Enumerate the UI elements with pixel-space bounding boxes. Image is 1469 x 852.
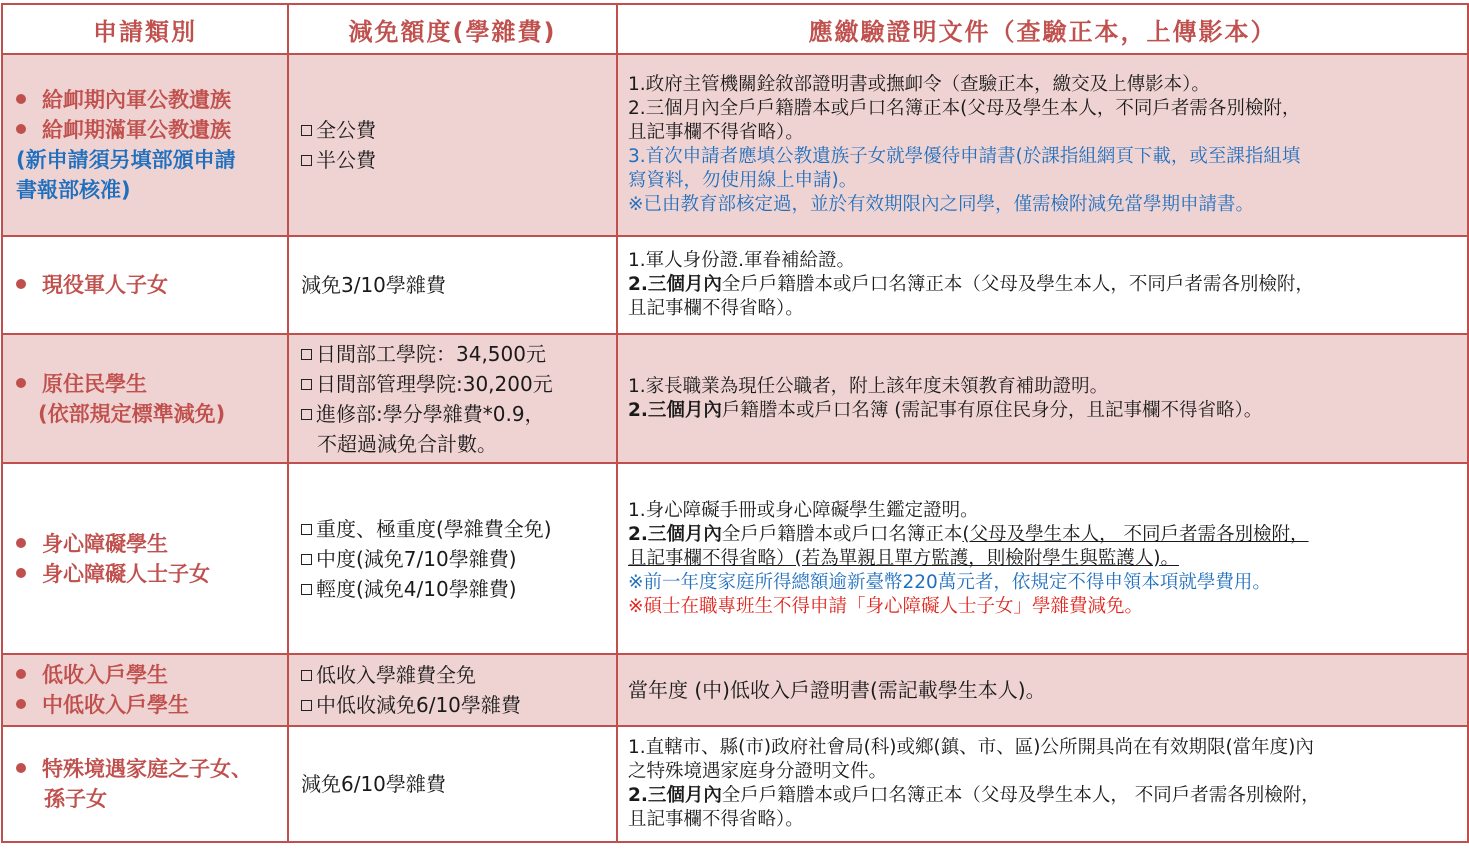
bullet-icon <box>16 699 26 709</box>
amount-cell <box>288 726 617 842</box>
category-item: 給卹期內軍公教遺族 <box>16 85 287 115</box>
header-category: 申請類別 <box>2 4 288 54</box>
category-cell <box>2 334 288 463</box>
header-documents: 應繳驗證明文件（查驗正本，上傳影本） <box>617 4 1468 54</box>
checkbox-icon <box>301 554 312 565</box>
documents-cell <box>617 654 1468 726</box>
category-item: 中低收入戶學生 <box>16 690 287 720</box>
category-note: (新申請須另填部頒申請 <box>16 148 236 172</box>
doc-line: 且記事欄不得省略）。 <box>628 122 804 143</box>
checkbox-icon <box>301 700 312 711</box>
category-item: 身心障礙人士子女 <box>16 559 287 589</box>
documents-cell <box>617 334 1468 463</box>
doc-note: ※碩士在職專班生不得申請「身心障礙人士子女」學雜費減免。 <box>628 595 1144 617</box>
amount-option: 日間部工學院：34,500元 <box>301 339 616 369</box>
doc-line: 當年度 (中)低收入戶證明書(需記載學生本人)。 <box>628 678 1046 702</box>
doc-line: 2.三個月內全戶戶籍謄本或戶口名簿正本(父母及學生本人， 不同戶者需各別檢附， <box>628 523 1309 545</box>
table-row <box>2 334 1468 463</box>
amount-value: 減免6/10學雜費 <box>301 772 446 796</box>
tuition-waiver-table <box>1 3 1469 843</box>
category-cell <box>2 726 288 842</box>
checkbox-icon <box>301 125 312 136</box>
amount-value: 減免3/10學雜費 <box>301 273 446 297</box>
amount-option: 中低收減免6/10學雜費 <box>301 690 616 720</box>
table-row <box>2 463 1468 654</box>
category-cell <box>2 654 288 726</box>
doc-line: 1.直轄市、縣(市)政府社會局(科)或鄉(鎮、市、區)公所開具尚在有效期限(當年度)內 <box>628 737 1314 758</box>
category-item: 給卹期滿軍公教遺族 <box>16 115 287 145</box>
category-item: 特殊境遇家庭之子女、 孫子女 <box>16 754 287 814</box>
doc-line: 1.家長職業為現任公職者，附上該年度未領教育補助證明。 <box>628 375 1109 397</box>
category-cell <box>2 54 288 236</box>
doc-line: 1.軍人身份證.軍眷補給證。 <box>628 250 856 271</box>
amount-option: 半公費 <box>301 145 616 175</box>
bullet-icon <box>16 669 26 679</box>
doc-line: 2.三個月內全戶戶籍謄本或戶口名簿正本（父母及學生本人，不同戶者需各別檢附， <box>628 274 1314 295</box>
category-item: 低收入戶學生 <box>16 660 287 690</box>
amount-cell <box>288 334 617 463</box>
doc-line: 1.政府主管機關銓敘部證明書或撫卹令（查驗正本，繳交及上傳影本）。 <box>628 74 1210 95</box>
bullet-icon <box>16 124 26 134</box>
category-subtitle: (依部規定標準減免) <box>38 401 226 426</box>
table-row <box>2 236 1468 334</box>
bullet-icon <box>16 763 26 773</box>
doc-line: 2.三個月內戶籍謄本或戶口名簿 (需記事有原住民身分，且記事欄不得省略）。 <box>628 399 1263 421</box>
amount-option: 中度(減免7/10學雜費) <box>301 544 616 574</box>
bullet-icon <box>16 568 26 578</box>
bullet-icon <box>16 279 26 289</box>
checkbox-icon <box>301 584 312 595</box>
table-row <box>2 654 1468 726</box>
doc-line: 1.身心障礙手冊或身心障礙學生鑑定證明。 <box>628 499 979 521</box>
doc-line: 3.首次申請者應填公教遺族子女就學優待申請書(於課指組網頁下載，或至課指組填 <box>628 146 1301 167</box>
doc-line: 且記事欄不得省略）。 <box>628 298 804 319</box>
checkbox-icon <box>301 379 312 390</box>
checkbox-icon <box>301 670 312 681</box>
doc-line: 且記事欄不得省略）。 <box>628 809 804 830</box>
category-item: 身心障礙學生 <box>16 529 287 559</box>
doc-line: 寫資料，勿使用線上申請)。 <box>628 170 858 191</box>
header-row <box>2 4 1468 54</box>
doc-line: 2.三個月內全戶戶籍謄本或戶口名簿正本(父母及學生本人，不同戶者需各別檢附， <box>628 98 1301 119</box>
table-row <box>2 54 1468 236</box>
amount-option: 日間部管理學院:30,200元 <box>301 369 616 399</box>
doc-line: 2.三個月內全戶戶籍謄本或戶口名簿正本（父母及學生本人， 不同戶者需各別檢附， <box>628 785 1320 806</box>
category-item: 原住民學生 <box>16 369 287 399</box>
table-row <box>2 726 1468 842</box>
header-amount: 減免額度(學雜費) <box>288 4 617 54</box>
category-cell <box>2 236 288 334</box>
amount-cell <box>288 236 617 334</box>
checkbox-icon <box>301 155 312 166</box>
amount-option: 低收入學雜費全免 <box>301 660 616 690</box>
amount-option: 重度、極重度(學雜費全免) <box>301 514 616 544</box>
bullet-icon <box>16 378 26 388</box>
amount-cell <box>288 54 617 236</box>
amount-cell <box>288 654 617 726</box>
amount-note: 不超過減免合計數。 <box>317 431 497 456</box>
amount-option: 輕度(減免4/10學雜費) <box>301 574 616 604</box>
doc-line: 之特殊境遇家庭身分證明文件。 <box>628 761 888 782</box>
amount-cell <box>288 463 617 654</box>
documents-cell <box>617 236 1468 334</box>
doc-note: ※已由教育部核定過，並於有效期限內之同學，僅需檢附減免當學期申請書。 <box>628 194 1255 215</box>
bullet-icon <box>16 94 26 104</box>
documents-cell <box>617 463 1468 654</box>
checkbox-icon <box>301 524 312 535</box>
documents-cell <box>617 54 1468 236</box>
amount-option: 全公費 <box>301 115 616 145</box>
checkbox-icon <box>301 349 312 360</box>
documents-cell <box>617 726 1468 842</box>
category-item-continued: 孫子女 <box>44 787 107 811</box>
doc-note: ※前一年度家庭所得總額逾新臺幣220萬元者，依規定不得申領本項就學費用。 <box>628 571 1271 593</box>
category-cell <box>2 463 288 654</box>
amount-option: 進修部:學分學雜費*0.9， <box>301 399 616 429</box>
checkbox-icon <box>301 409 312 420</box>
bullet-icon <box>16 538 26 548</box>
doc-line: 且記事欄不得省略）(若為單親且單方監護，則檢附學生與監護人)。 <box>628 547 1179 569</box>
category-item: 現役軍人子女 <box>16 270 287 300</box>
category-note: 書報部核准) <box>16 178 131 202</box>
